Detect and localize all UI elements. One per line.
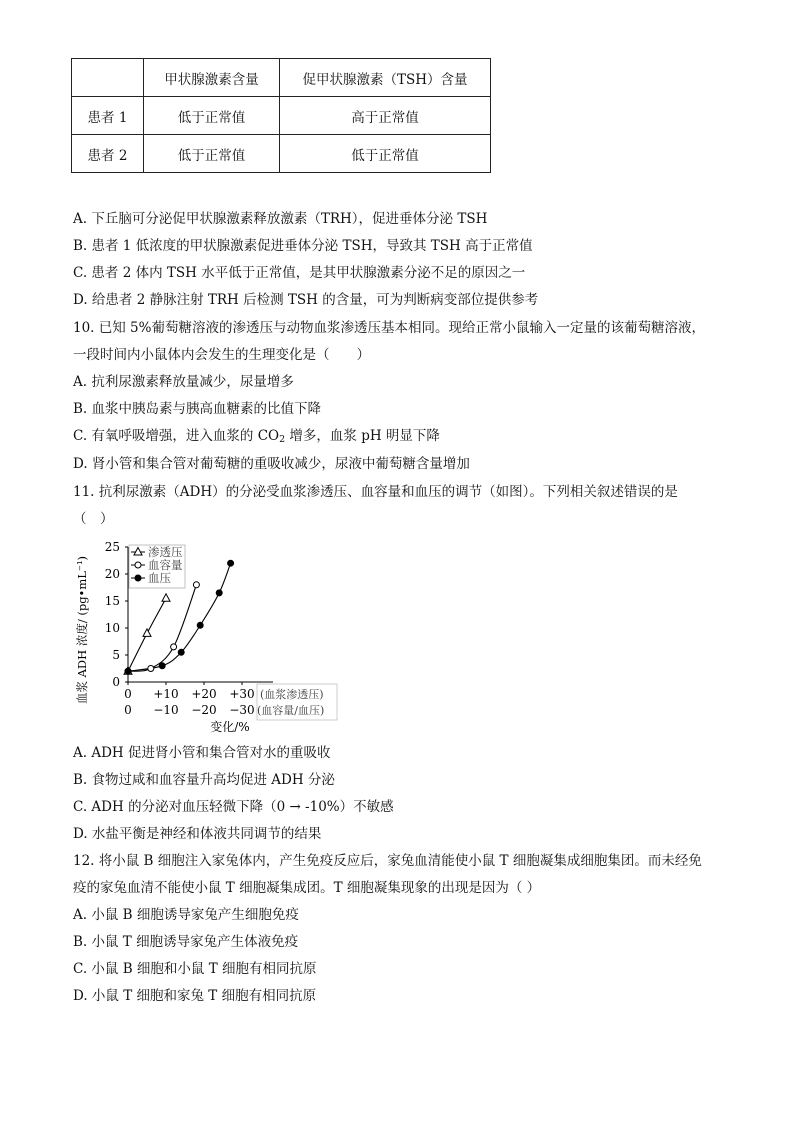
data-point-circle-filled xyxy=(178,649,184,655)
data-point-triangle xyxy=(143,629,151,637)
table-cell: 高于正常值 xyxy=(280,97,491,135)
data-point-circle-filled xyxy=(216,590,222,596)
q10-option-c-text: C. 有氧呼吸增强，进入血浆的 CO xyxy=(73,428,280,444)
q11-option-c: C. ADH 的分泌对血压轻微下降（0 → -10%）不敏感 xyxy=(73,799,394,815)
data-point-circle-filled xyxy=(159,663,165,669)
table-row xyxy=(72,135,491,173)
thyroid-hormone-table xyxy=(71,58,491,173)
y-tick-label: 15 xyxy=(104,594,120,608)
q11-option-b: B. 食物过咸和血容量升高均促进 ADH 分泌 xyxy=(73,772,335,788)
co2-subscript: 2 xyxy=(279,434,286,445)
table-header-cell: 促甲状腺激素（TSH）含量 xyxy=(280,59,491,97)
y-tick-label: 20 xyxy=(104,567,120,581)
legend-marker xyxy=(135,562,141,568)
x-tick-label-bottom: −10 xyxy=(153,703,179,717)
q11-stem-line2: （ ） xyxy=(73,511,114,527)
x-axis-note-top: (血浆渗透压) xyxy=(260,688,324,701)
legend-label: 血容量 xyxy=(148,558,183,572)
y-tick-label: 5 xyxy=(112,648,120,662)
q11-option-d: D. 水盐平衡是神经和体液共同调节的结果 xyxy=(73,826,322,842)
q12-option-a: A. 小鼠 B 细胞诱导家兔产生细胞免疫 xyxy=(73,907,299,923)
q9-option-d: D. 给患者 2 静脉注射 TRH 后检测 TSH 的含量，可为判断病变部位提供参考 xyxy=(73,292,539,308)
x-tick-label-bottom: −30 xyxy=(229,703,255,717)
x-tick-label-top: +10 xyxy=(153,687,179,701)
series-line-circle-open xyxy=(128,585,196,671)
chart-y-ticks xyxy=(105,540,128,689)
table-row xyxy=(72,97,491,135)
q9-option-c: C. 患者 2 体内 TSH 水平低于正常值，是其甲状腺激素分泌不足的原因之一 xyxy=(73,265,526,281)
q10-option-b: B. 血浆中胰岛素与胰高血糖素的比值下降 xyxy=(73,401,322,417)
table-cell: 低于正常值 xyxy=(144,135,280,173)
legend-label: 血压 xyxy=(148,571,171,585)
chart-x-ticks xyxy=(124,682,254,717)
data-point-triangle xyxy=(162,594,170,602)
chart-y-label: 血浆 ADH 浓度/ (pg•mL⁻¹) xyxy=(75,555,89,705)
data-point-circle-open xyxy=(148,666,154,672)
chart-legend xyxy=(129,545,185,588)
x-tick-label-bottom: 0 xyxy=(124,703,132,717)
table-cell: 低于正常值 xyxy=(144,97,280,135)
data-point-circle-filled xyxy=(197,622,203,628)
q12-stem-line1: 12. 将小鼠 B 细胞注入家兔体内，产生免疫反应后，家兔血清能使小鼠 T 细胞凝集成细胞集团。而未经免 xyxy=(73,853,702,869)
table-cell: 患者 1 xyxy=(72,97,144,135)
q9-option-a: A. 下丘脑可分泌促甲状腺激素释放激素（TRH），促进垂体分泌 TSH xyxy=(73,211,488,227)
table-header-cell: 甲状腺激素含量 xyxy=(144,59,280,97)
data-point-circle-filled xyxy=(228,560,234,566)
chart-x-label: 变化/% xyxy=(210,720,250,734)
y-tick-label: 0 xyxy=(112,675,120,689)
adh-chart xyxy=(73,540,343,736)
y-tick-label: 10 xyxy=(104,621,120,635)
x-tick-label-bottom: −20 xyxy=(191,703,217,717)
table-cell: 患者 2 xyxy=(72,135,144,173)
x-axis-note-bottom: (血容量/血压) xyxy=(257,704,325,717)
q10-stem-line2: 一段时间内小鼠体内会发生的生理变化是（ ） xyxy=(73,347,370,363)
data-point-circle-filled xyxy=(125,668,131,674)
q10-option-a: A. 抗利尿激素释放量减少，尿量增多 xyxy=(73,374,294,390)
q12-option-c: C. 小鼠 B 细胞和小鼠 T 细胞有相同抗原 xyxy=(73,961,317,977)
x-tick-label-top: 0 xyxy=(124,687,132,701)
q11-option-a: A. ADH 促进肾小管和集合管对水的重吸收 xyxy=(73,745,331,761)
q10-option-d: D. 肾小管和集合管对葡萄糖的重吸收减少，尿液中葡萄糖含量增加 xyxy=(73,456,470,472)
q10-option-c-tail: 增多，血浆 pH 明显下降 xyxy=(285,428,440,444)
table-header-cell xyxy=(72,59,144,97)
legend-label: 渗透压 xyxy=(148,545,183,559)
q12-stem-line2: 疫的家兔血清不能使小鼠 T 细胞凝集成团。T 细胞凝集现象的出现是因为（ ） xyxy=(73,880,541,896)
table-cell: 低于正常值 xyxy=(280,135,491,173)
y-tick-label: 25 xyxy=(104,540,120,554)
x-tick-label-top: +30 xyxy=(229,687,255,701)
x-tick-label-top: +20 xyxy=(191,687,217,701)
data-point-circle-open xyxy=(193,582,199,588)
table-header-row xyxy=(72,59,491,97)
q10-option-c xyxy=(73,427,440,449)
legend-marker xyxy=(135,575,141,581)
q11-stem-line1: 11. 抗利尿激素（ADH）的分泌受血浆渗透压、血容量和血压的调节（如图）。下列相关叙述错误的是 xyxy=(73,484,678,500)
q12-option-b: B. 小鼠 T 细胞诱导家兔产生体液免疫 xyxy=(73,934,299,950)
data-point-circle-open xyxy=(171,644,177,650)
q9-option-b: B. 患者 1 低浓度的甲状腺激素促进垂体分泌 TSH，导致其 TSH 高于正常值 xyxy=(73,238,533,254)
q12-option-d: D. 小鼠 T 细胞和家兔 T 细胞有相同抗原 xyxy=(73,988,317,1004)
q10-stem-line1: 10. 已知 5%葡萄糖溶液的渗透压与动物血浆渗透压基本相同。现给正常小鼠输入一定量的该葡萄糖溶液， xyxy=(73,320,705,336)
